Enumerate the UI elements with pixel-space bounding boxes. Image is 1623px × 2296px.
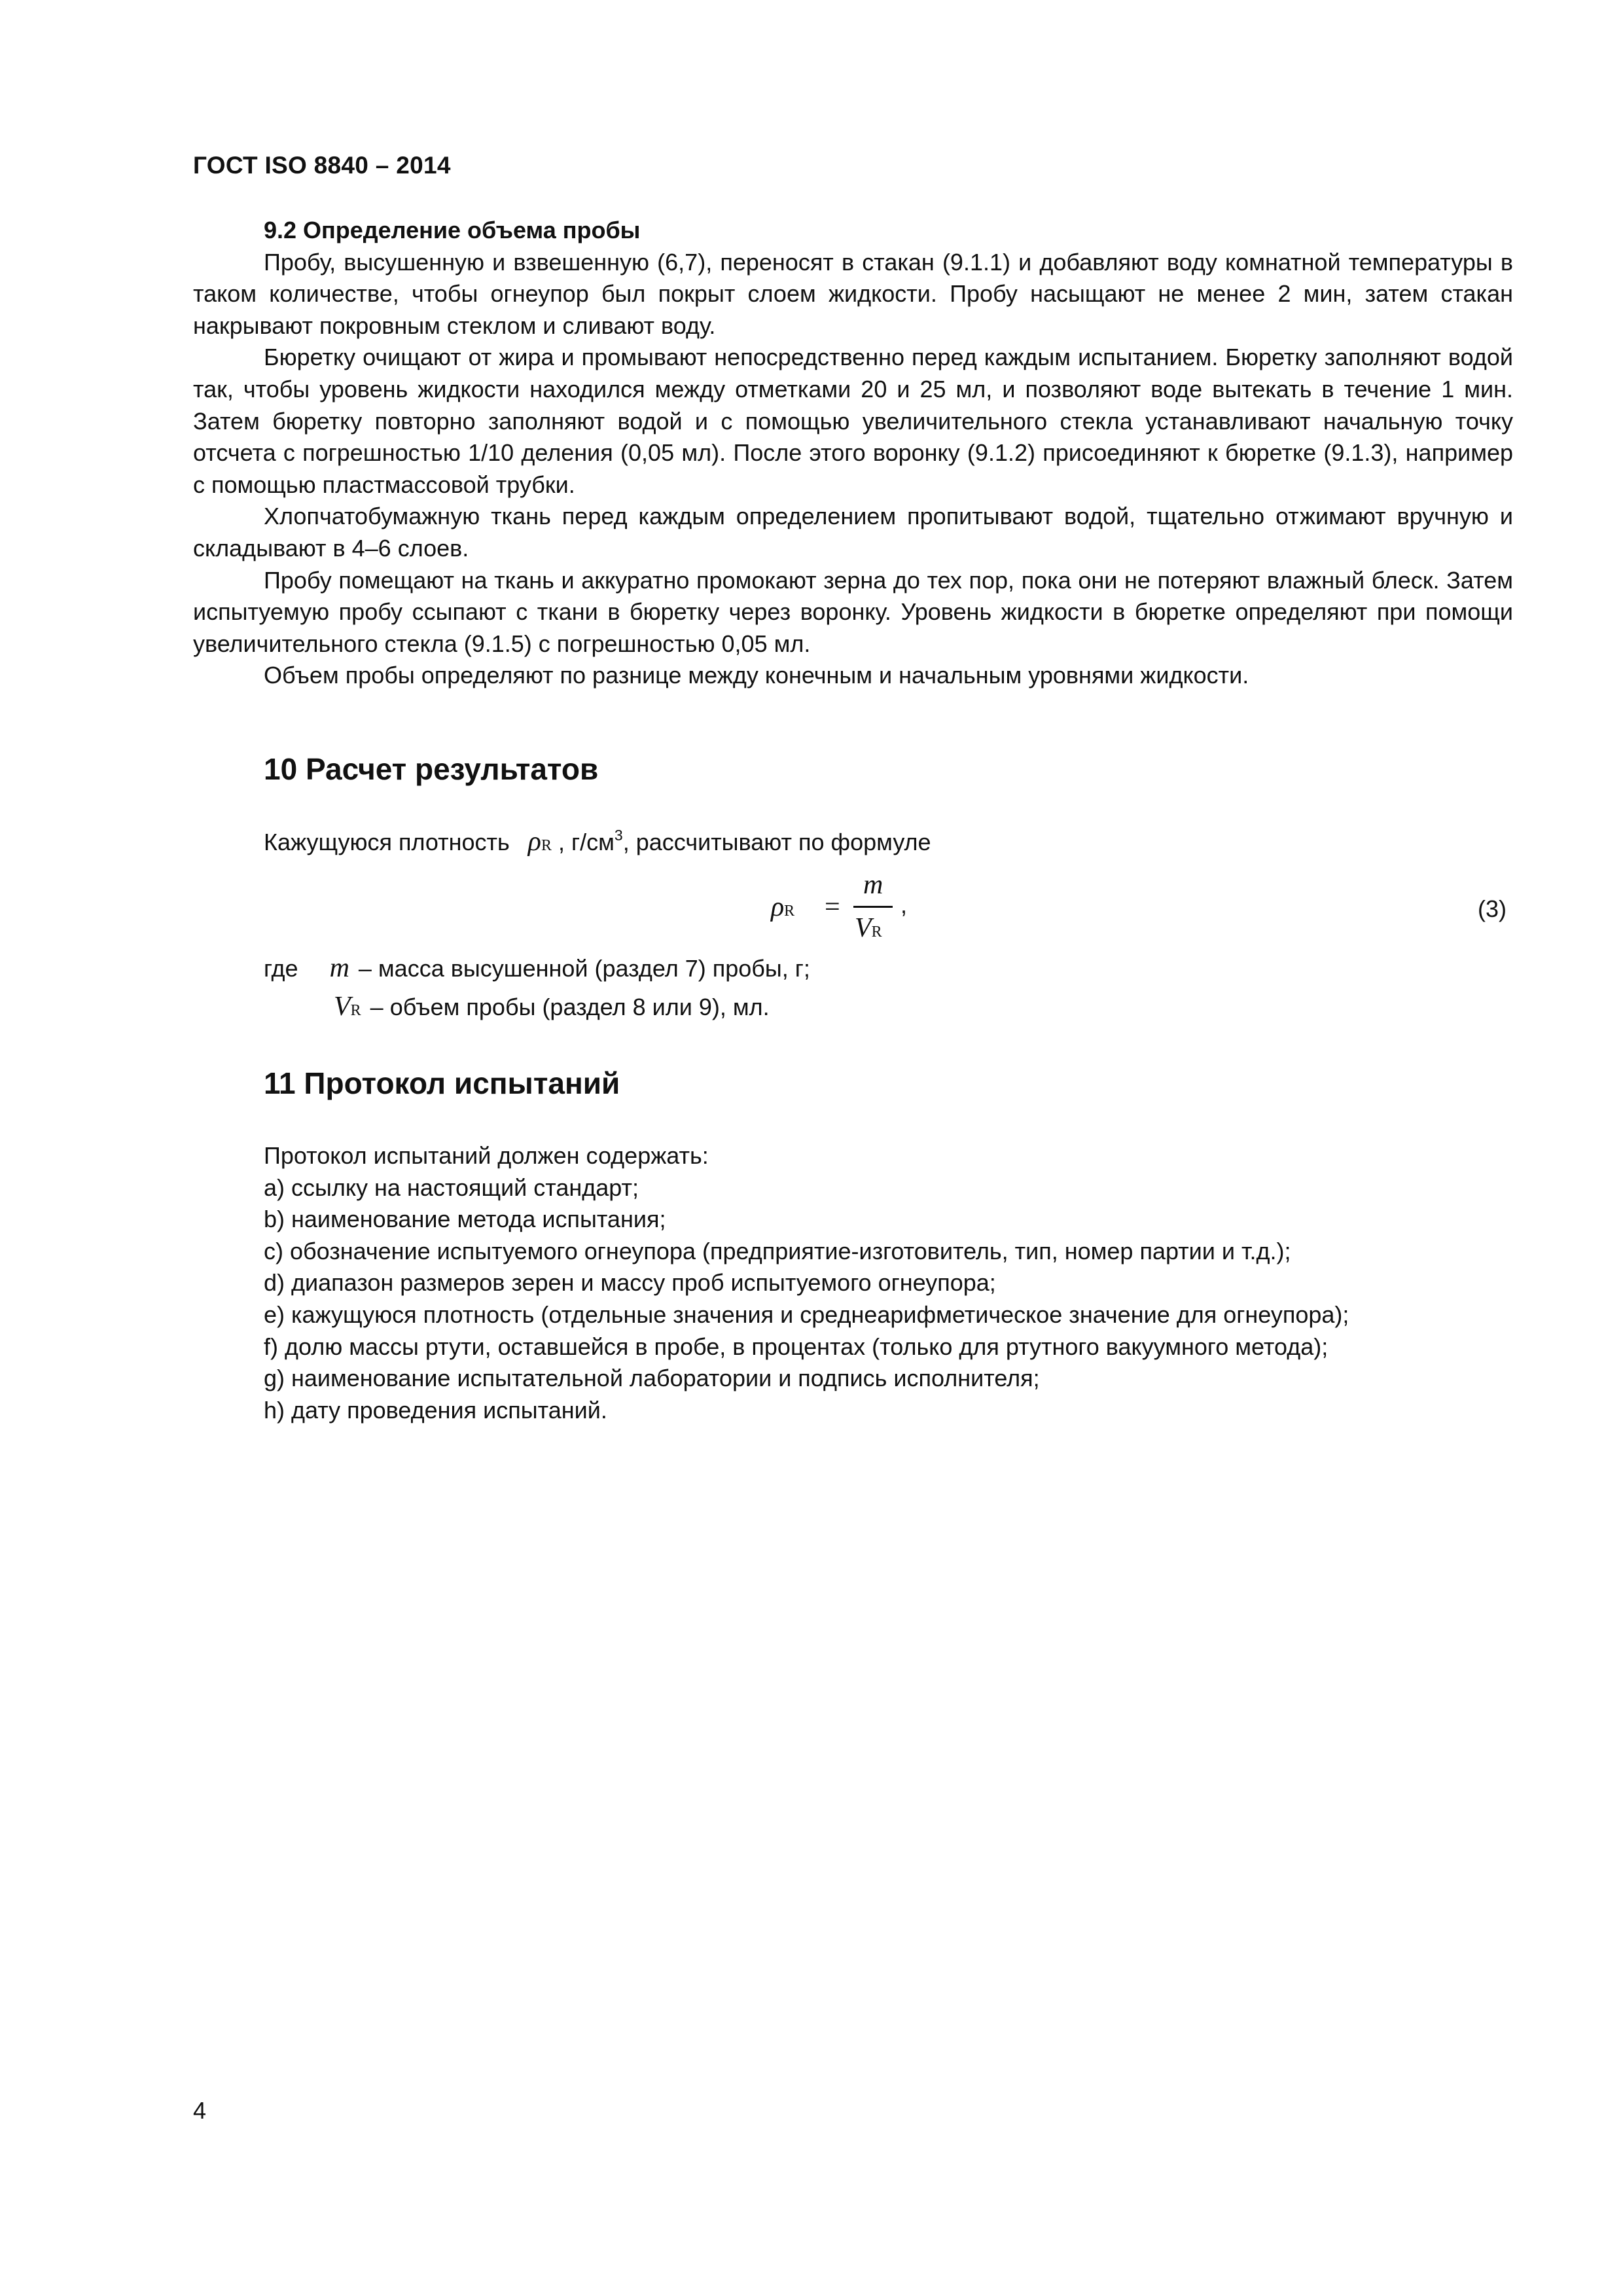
section-9-2-title: 9.2 Определение объема пробы <box>264 217 641 243</box>
document-header: ГОСТ ISO 8840 – 2014 <box>193 152 451 179</box>
rho-symbol: ρ <box>527 827 541 857</box>
mass-symbol: m <box>329 953 349 983</box>
density-formula <box>771 869 941 948</box>
volume-subscript: R <box>871 924 882 941</box>
fraction-bar <box>853 906 893 908</box>
formula-numerator: m <box>863 870 883 900</box>
list-item: g) наименование испытательной лаборатории и подпись исполнителя; <box>264 1365 1040 1392</box>
where-item-mass <box>264 952 810 984</box>
where-description: – объем пробы (раздел 8 или 9), мл. <box>370 994 770 1020</box>
paragraph: Бюретку очищают от жира и промывают непосредственно перед каждым испытанием. Бюретку заполняют водой так, чтобы уровень жидкости находился между отметками 20 и 25 мл, и позволяют воде вытекать в течение 1 мин. Затем бюретку повторно заполняют водой и с помощью увеличительного стекла устанавливают начальную точку отсчета с погрешностью 1/10 деления (0,05 мл). После этого воронку (9.1.2) присоединяют к бюретке (9.1.3), например с помощью пластмассовой трубки. <box>193 344 1513 498</box>
list-item: d) диапазон размеров зерен и массу проб испытуемого огнеупора; <box>264 1269 996 1297</box>
rho-subscript: R <box>541 837 552 854</box>
volume-symbol: V <box>334 992 351 1022</box>
paragraph: Объем пробы определяют по разнице между конечным и начальным уровнями жидкости. <box>264 662 1249 689</box>
where-item-volume <box>334 991 770 1022</box>
formula-number: (3) <box>1478 895 1507 922</box>
formula-lhs <box>771 891 794 923</box>
where-label: где <box>264 955 298 982</box>
list-item: e) кажущуюся плотность (отдельные значения и среднеарифметическое значение для огнеупора); <box>264 1300 1349 1328</box>
intro-text-end: , рассчитывают по формуле <box>622 829 931 855</box>
formula-comma: , <box>901 891 908 918</box>
page-number: 4 <box>193 2097 207 2124</box>
section-11-heading: 11 Протокол испытаний <box>264 1066 620 1100</box>
list-item: c) обозначение испытуемого огнеупора (предприятие-изготовитель, тип, номер партии и т.д.); <box>264 1237 1291 1265</box>
rho-subscript: R <box>784 903 795 920</box>
list-item: f) долю массы ртути, оставшейся в пробе, в процентах (только для ртутного вакуумного метода); <box>264 1333 1329 1360</box>
rho-symbol: ρ <box>771 892 785 922</box>
list-intro: Протокол испытаний должен содержать: <box>264 1142 709 1169</box>
list-item: b) наименование метода испытания; <box>264 1206 666 1233</box>
paragraph: Пробу помещают на ткань и аккуратно промокают зерна до тех пор, пока они не потеряют влажный блеск. Затем испытуемую пробу ссыпают с ткани в бюретку через воронку. Уровень жидкости в бюретке определяют при помощи увеличительного стекла (9.1.5) с погрешностью 0,05 мл. <box>193 566 1513 657</box>
formula-intro <box>264 826 931 857</box>
paragraph: Хлопчатобумажную ткань перед каждым определением пропитывают водой, тщательно отжимают вручную и складывают в 4–6 слоев. <box>193 503 1513 562</box>
volume-subscript: R <box>350 1002 361 1019</box>
intro-text: Кажущуюся плотность <box>264 829 510 855</box>
where-description: – масса высушенной (раздел 7) пробы, г; <box>358 955 810 982</box>
paragraph: Пробу, высушенную и взвешенную (6,7), переносят в стакан (9.1.1) и добавляют воду комнатной температуры в таком количестве, чтобы огнеупор был покрыт слоем жидкости. Пробу насыщают не менее 2 мин, затем стакан накрывают покровным стеклом и сливают воду. <box>193 248 1513 339</box>
section-10-heading: 10 Расчет результатов <box>264 752 599 786</box>
list-item: a) ссылку на настоящий стандарт; <box>264 1174 639 1201</box>
list-item: h) дату проведения испытаний. <box>264 1396 607 1424</box>
unit-superscript: 3 <box>614 827 623 844</box>
equals-sign: = <box>825 892 840 922</box>
formula-denominator <box>855 912 882 944</box>
section-11-list <box>193 1140 1513 1426</box>
section-9-2 <box>193 215 1513 692</box>
volume-symbol: V <box>855 913 872 943</box>
intro-unit: , г/см <box>558 829 615 855</box>
